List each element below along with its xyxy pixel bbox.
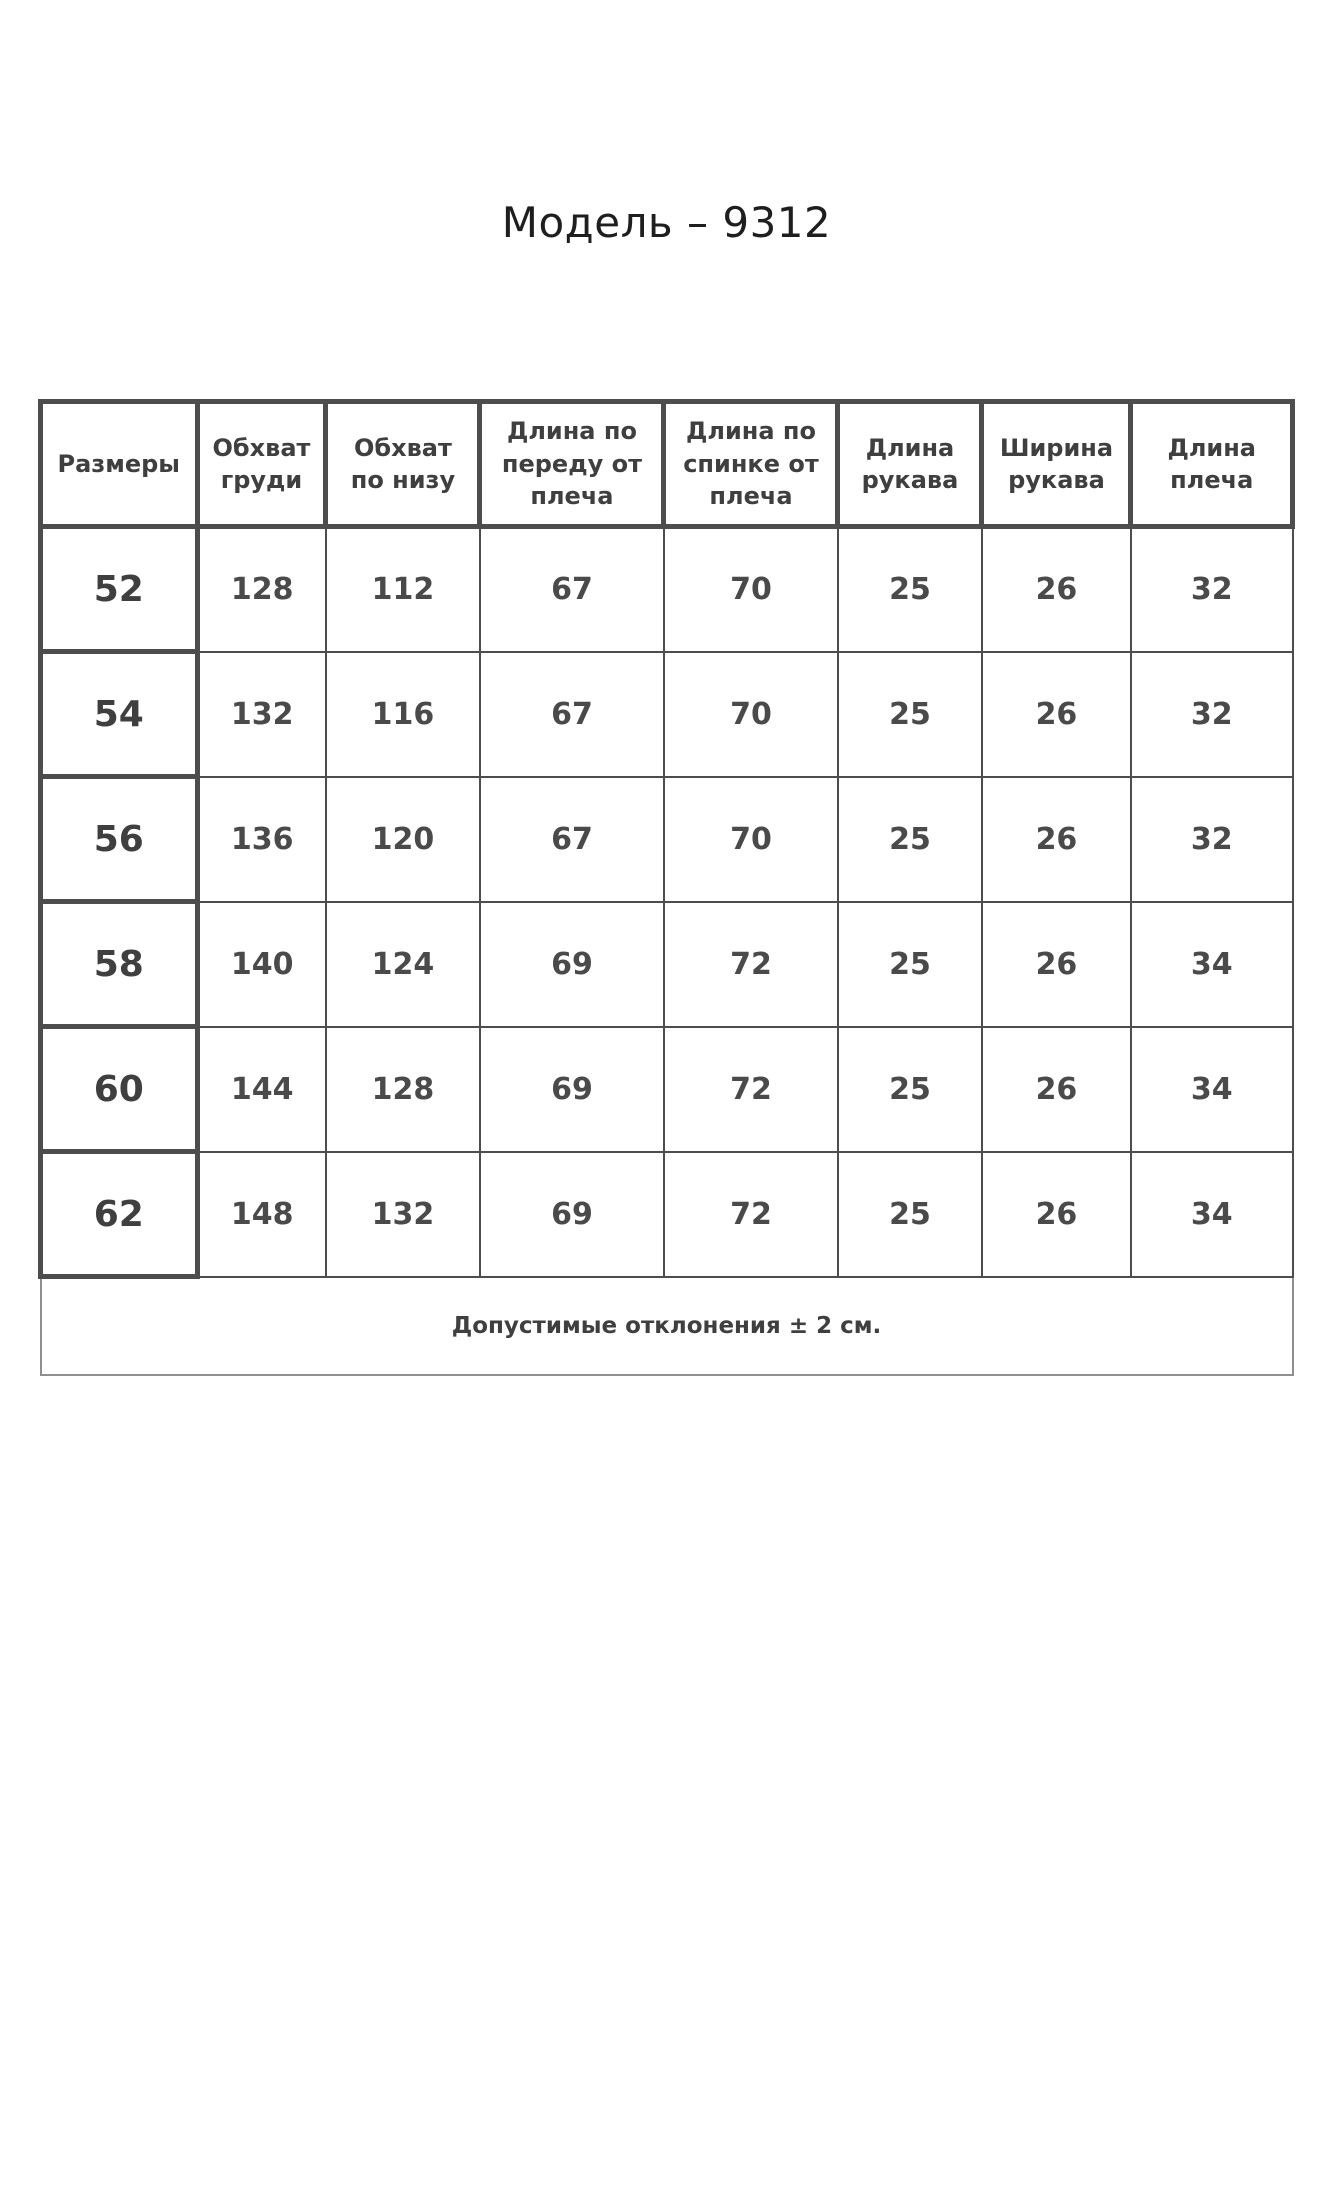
- measurement-cell: 124: [326, 902, 480, 1027]
- column-header-1: Обхват груди: [197, 402, 326, 527]
- measurement-cell: 32: [1131, 527, 1293, 652]
- measurement-cell: 144: [197, 1027, 326, 1152]
- header-row: [41, 402, 1293, 527]
- table-header: [41, 402, 1293, 527]
- page-title: Модель – 9312: [501, 198, 832, 247]
- measurement-cell: 25: [838, 1027, 982, 1152]
- tolerance-note: Допустимые отклонения ± 2 см.: [41, 1277, 1293, 1375]
- table-row: [41, 652, 1293, 777]
- measurement-cell: 69: [480, 902, 664, 1027]
- column-header-4: Длина по спинке от плеча: [664, 402, 838, 527]
- measurement-cell: 32: [1131, 777, 1293, 902]
- measurement-cell: 26: [982, 1152, 1131, 1277]
- measurement-cell: 128: [197, 527, 326, 652]
- measurement-cell: 132: [197, 652, 326, 777]
- measurement-cell: 26: [982, 777, 1131, 902]
- column-header-0: Размеры: [41, 402, 198, 527]
- measurement-cell: 136: [197, 777, 326, 902]
- measurement-cell: 112: [326, 527, 480, 652]
- measurement-cell: 120: [326, 777, 480, 902]
- measurement-cell: 25: [838, 777, 982, 902]
- size-cell: 62: [41, 1152, 198, 1277]
- measurement-cell: 72: [664, 1152, 838, 1277]
- measurement-cell: 69: [480, 1027, 664, 1152]
- table-row: [41, 777, 1293, 902]
- measurement-cell: 34: [1131, 1027, 1293, 1152]
- table-footer: [41, 1277, 1293, 1375]
- measurement-cell: 25: [838, 902, 982, 1027]
- measurement-cell: 25: [838, 527, 982, 652]
- measurement-cell: 32: [1131, 652, 1293, 777]
- table-row: [41, 1027, 1293, 1152]
- table-body: [41, 527, 1293, 1277]
- measurement-cell: 70: [664, 652, 838, 777]
- column-header-5: Длина рукава: [838, 402, 982, 527]
- measurement-cell: 34: [1131, 1152, 1293, 1277]
- column-header-2: Обхват по низу: [326, 402, 480, 527]
- measurement-cell: 69: [480, 1152, 664, 1277]
- column-header-7: Длина плеча: [1131, 402, 1293, 527]
- measurement-cell: 70: [664, 777, 838, 902]
- measurement-cell: 26: [982, 902, 1131, 1027]
- table-row: [41, 902, 1293, 1027]
- measurement-cell: 25: [838, 1152, 982, 1277]
- size-cell: 60: [41, 1027, 198, 1152]
- size-cell: 54: [41, 652, 198, 777]
- measurement-cell: 26: [982, 652, 1131, 777]
- measurement-cell: 67: [480, 527, 664, 652]
- measurement-cell: 128: [326, 1027, 480, 1152]
- measurement-cell: 116: [326, 652, 480, 777]
- measurement-cell: 70: [664, 527, 838, 652]
- table-row: [41, 527, 1293, 652]
- measurement-cell: 132: [326, 1152, 480, 1277]
- measurement-cell: 67: [480, 652, 664, 777]
- size-cell: 52: [41, 527, 198, 652]
- measurement-cell: 26: [982, 527, 1131, 652]
- measurement-cell: 148: [197, 1152, 326, 1277]
- table-row: [41, 1152, 1293, 1277]
- size-cell: 58: [41, 902, 198, 1027]
- measurement-cell: 25: [838, 652, 982, 777]
- measurement-cell: 72: [664, 1027, 838, 1152]
- size-cell: 56: [41, 777, 198, 902]
- measurement-cell: 140: [197, 902, 326, 1027]
- measurement-cell: 26: [982, 1027, 1131, 1152]
- size-chart-page: [0, 198, 1333, 1376]
- footer-row: [41, 1277, 1293, 1375]
- column-header-6: Ширина рукава: [982, 402, 1131, 527]
- measurement-cell: 72: [664, 902, 838, 1027]
- measurement-cell: 34: [1131, 902, 1293, 1027]
- measurement-cell: 67: [480, 777, 664, 902]
- column-header-3: Длина по переду от плеча: [480, 402, 664, 527]
- size-table: [38, 399, 1295, 1376]
